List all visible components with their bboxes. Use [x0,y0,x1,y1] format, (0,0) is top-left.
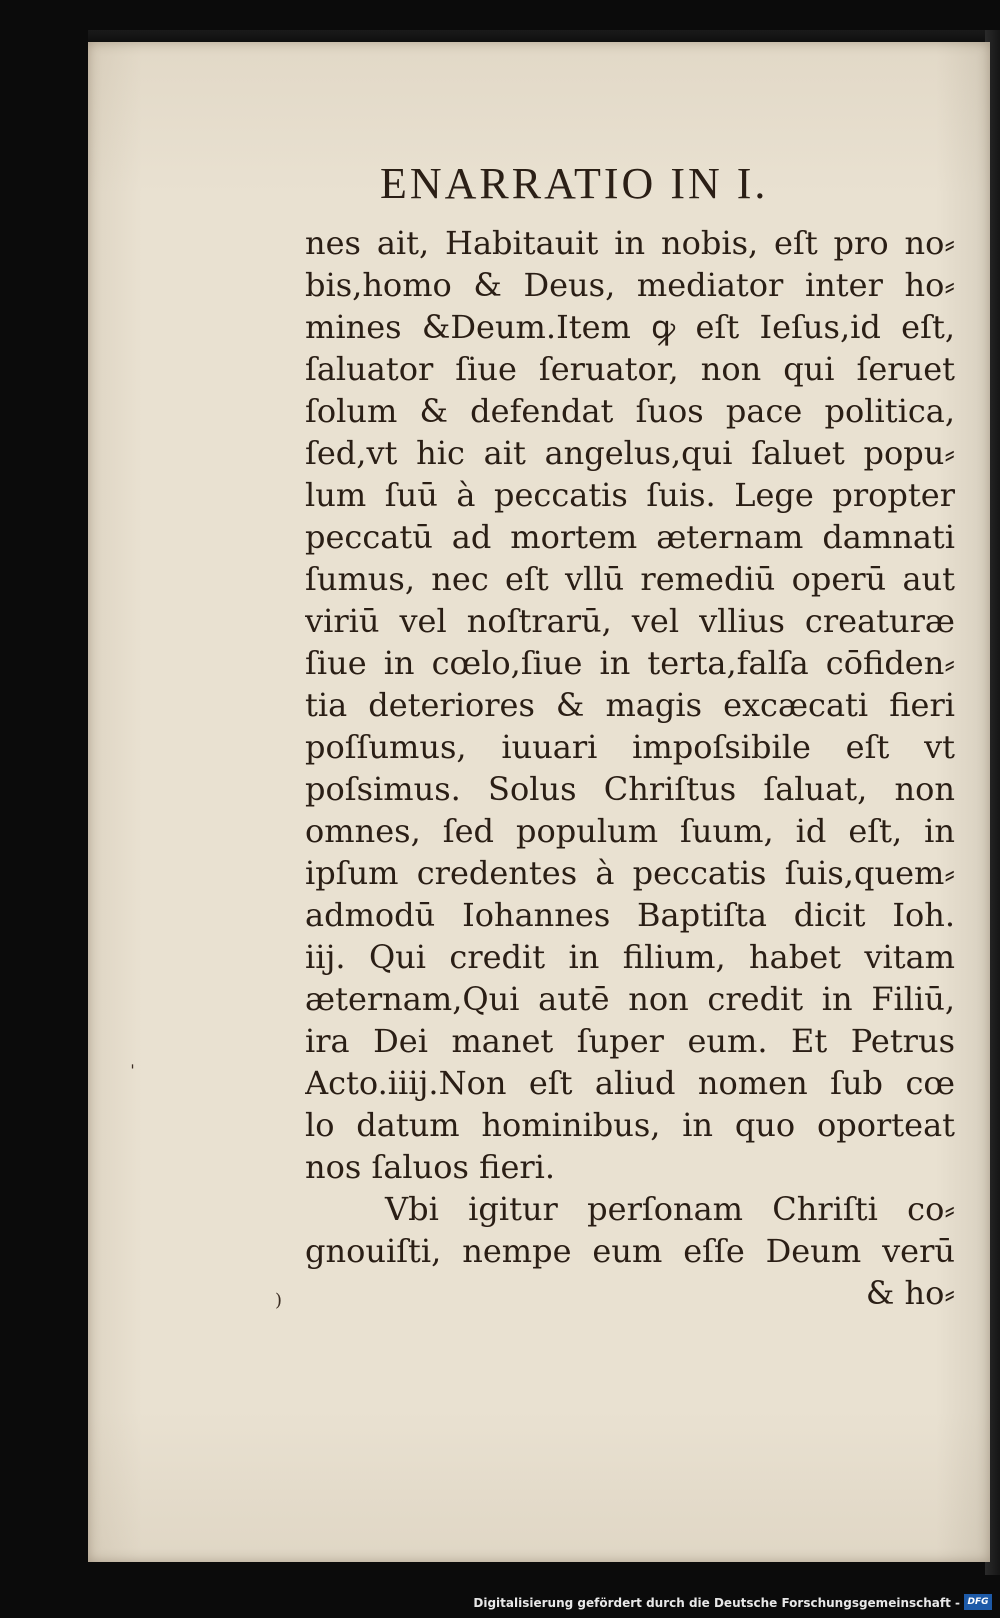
text-line: lo datum hominibus, in quo oporteat [305,1106,955,1144]
text-line: poſſumus, iuuari impoſsibile eſt vt [305,728,955,766]
text-line: iij. Qui credit in filium, habet vitam [305,938,955,976]
text-line: gnouiſti, nempe eum eſſe Deum verū [305,1232,955,1270]
text-line: mines &Deum.Item ꝙ eſt Ieſus,id eſt, [305,308,955,346]
text-line: ſaluator ſiue ſeruator, non qui ſeruet [305,350,955,388]
text-line: bis,homo & Deus, mediator inter ho⸗ [305,266,955,304]
text-line: nos ſaluos fieri. [305,1148,556,1186]
text-line: ipſum credentes à peccatis ſuis,quem⸗ [305,854,955,892]
text-line: nes ait, Habitauit in nobis, eſt pro no⸗ [305,224,955,262]
text-line: tia deteriores & magis excæcati fieri [305,686,955,724]
text-line: ſed,vt hic ait angelus,qui ſaluet popu⸗ [305,434,955,472]
text-line: lum ſuū à peccatis ſuis. Lege propter [305,476,955,514]
margin-speck: ˈ [130,1062,135,1083]
text-line: viriū vel noſtrarū, vel vllius creaturæ [305,602,955,640]
running-head: ENARRATIO IN I. [380,159,769,208]
funding-credit: Digitalisierung gefördert durch die Deutsche Forschungsgemeinschaft - [473,1596,960,1610]
margin-speck: ) [275,1290,283,1311]
text-line: ira Dei manet ſuper eum. Et Petrus [305,1022,955,1060]
dfg-logo: DFG [964,1594,992,1610]
text-line: omnes, ſed populum ſuum, id eſt, in [305,812,955,850]
text-line: admodū Iohannes Baptiſta dicit Ioh. [305,896,955,934]
catchword: & ho⸗ [865,1274,955,1312]
text-line: ſolum & defendat ſuos pace politica, [305,392,955,430]
body-text [305,222,955,1314]
text-line: ſumus, nec eſt vllū remediū operū aut [305,560,955,598]
text-line: æternam,Qui autē non credit in Filiū, [305,980,955,1018]
text-line: Acto.iiij.Non eſt aliud nomen ſub cœ [305,1064,955,1102]
text-line: peccatū ad mortem æternam damnati [305,518,955,556]
text-line: Vbi igitur perſonam Chriſti co⸗ [385,1190,955,1228]
text-line: poſsimus. Solus Chriſtus ſaluat, non [305,770,955,808]
text-line: ſiue in cœlo,ſiue in terta,falſa cōfiden⸗ [305,644,955,682]
footer-bar [0,1588,1000,1618]
